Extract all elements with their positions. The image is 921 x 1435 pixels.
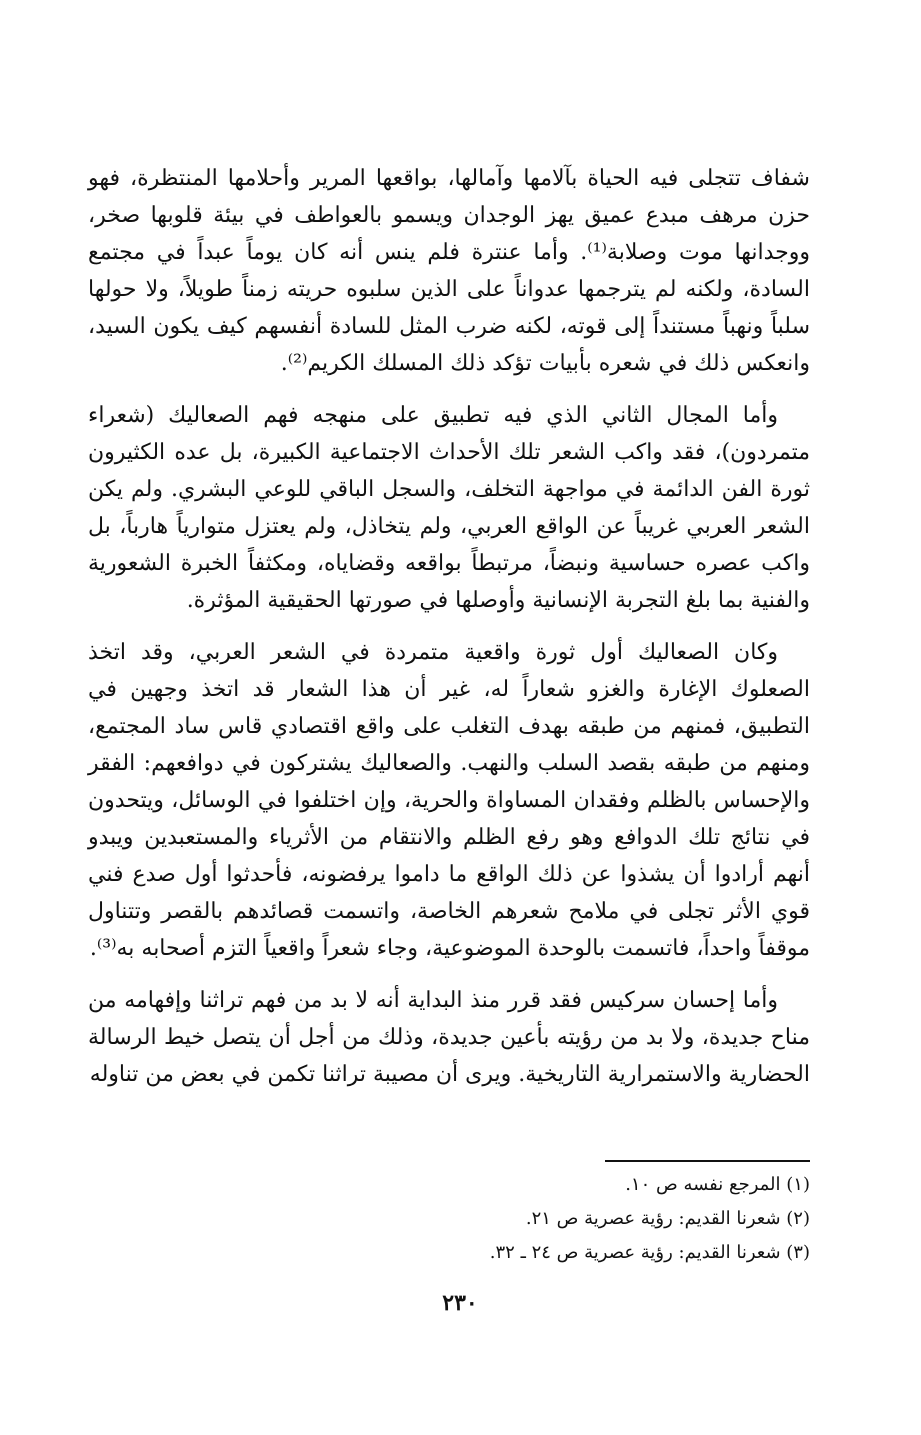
paragraph-4: وأما إحسان سركيس فقد قرر منذ البداية أنه لا بد من فهم تراثنا وإفهامه من مناح جديدة، ولا بد من رؤيته بأعين جديدة، وذلك من أجل أن يتصل خيط الرسالة الحضارية والاستمرارية التاريخية. ويرى أن مصيبة تراثنا تكمن في بعض من تناوله (88, 988, 810, 1087)
footnote-2: (٢) شعرنا القديم: رؤية عصرية ص ٢١. (525, 1208, 810, 1229)
footnote-3: (٣) شعرنا القديم: رؤية عصرية ص ٢٤ ـ ٣٢. (489, 1242, 810, 1263)
body-text (88, 160, 810, 1093)
paragraph-3: وكان الصعاليك أول ثورة واقعية متمردة في الشعر العربي، وقد اتخذ الصعلوك الإغارة والغزو شعاراً له، غير أن هذا الشعار قد اتخذ وجهين في التطبيق، فمنهم من طبقه بهدف التغلب على واقع اقتصادي قاس ساد المجتمع، ومنهم من طبقه بقصد السلب والنهب. والصعاليك يشتركون في دوافعهم: الفقر والإحساس بالظلم وفقدان المساواة والحرية، وإن اختلفوا في الوسائل، ويتحدون في نتائج تلك الدوافع وهو رفع الظلم والانتقام من الأثرياء والمستعبدين ويبدو أنهم أرادوا أن يشذوا عن ذلك الواقع ما داموا يرفضونه، فأحدثوا أول صدع فني قوي الأثر تجلى في ملامح شعرهم الخاصة، واتسمت قصائدهم بالقصر وتتناول موقفاً واحداً، فاتسمت بالوحدة الموضوعية، وجاء شعراً واقعياً التزم أصحابه به⁽³⁾. (88, 640, 810, 961)
page-number: ٢٣٠ (442, 1290, 478, 1316)
footnotes (300, 1168, 810, 1270)
paragraph-1: شفاف تتجلى فيه الحياة بآلامها وآمالها، بواقعها المرير وأحلامها المنتظرة، فهو حزن مرهف مبدع عميق يهز الوجدان ويسمو بالعواطف في بيئة قلوبها صخر، ووجدانها موت وصلابة⁽¹⁾. وأما عنترة فلم ينس أنه كان يوماً عبداً في مجتمع السادة، ولكنه لم يترجمها عدواناً على الذين سلبوه حريته زمناً طويلاً، ولا حولها سلباً ونهباً مستنداً إلى قوته، لكنه ضرب المثل للسادة أنفسهم كيف يكون السيد، وانعكس ذلك في شعره بأبيات تؤكد ذلك المسلك الكريم⁽²⁾. (88, 166, 810, 376)
footnote-divider (605, 1160, 810, 1162)
footnote-1: (١) المرجع نفسه ص ١٠. (625, 1174, 810, 1195)
paragraph-2: وأما المجال الثاني الذي فيه تطبيق على منهجه فهم الصعاليك (شعراء متمردون)، فقد واكب الشعر تلك الأحداث الاجتماعية الكبيرة، بل عده الكثيرون ثورة الفن الدائمة في مواجهة التخلف، والسجل الباقي للوعي البشري. ولم يكن الشعر العربي غريباً عن الواقع العربي، ولم يتخاذل، ولم يعتزل متوارياً هارباً، بل واكب عصره حساسية ونبضاً، مرتبطاً بواقعه وقضاياه، ومكثفاً الخبرة الشعورية والفنية بما بلغ التجربة الإنسانية وأوصلها في صورتها الحقيقية المؤثرة. (88, 403, 810, 613)
